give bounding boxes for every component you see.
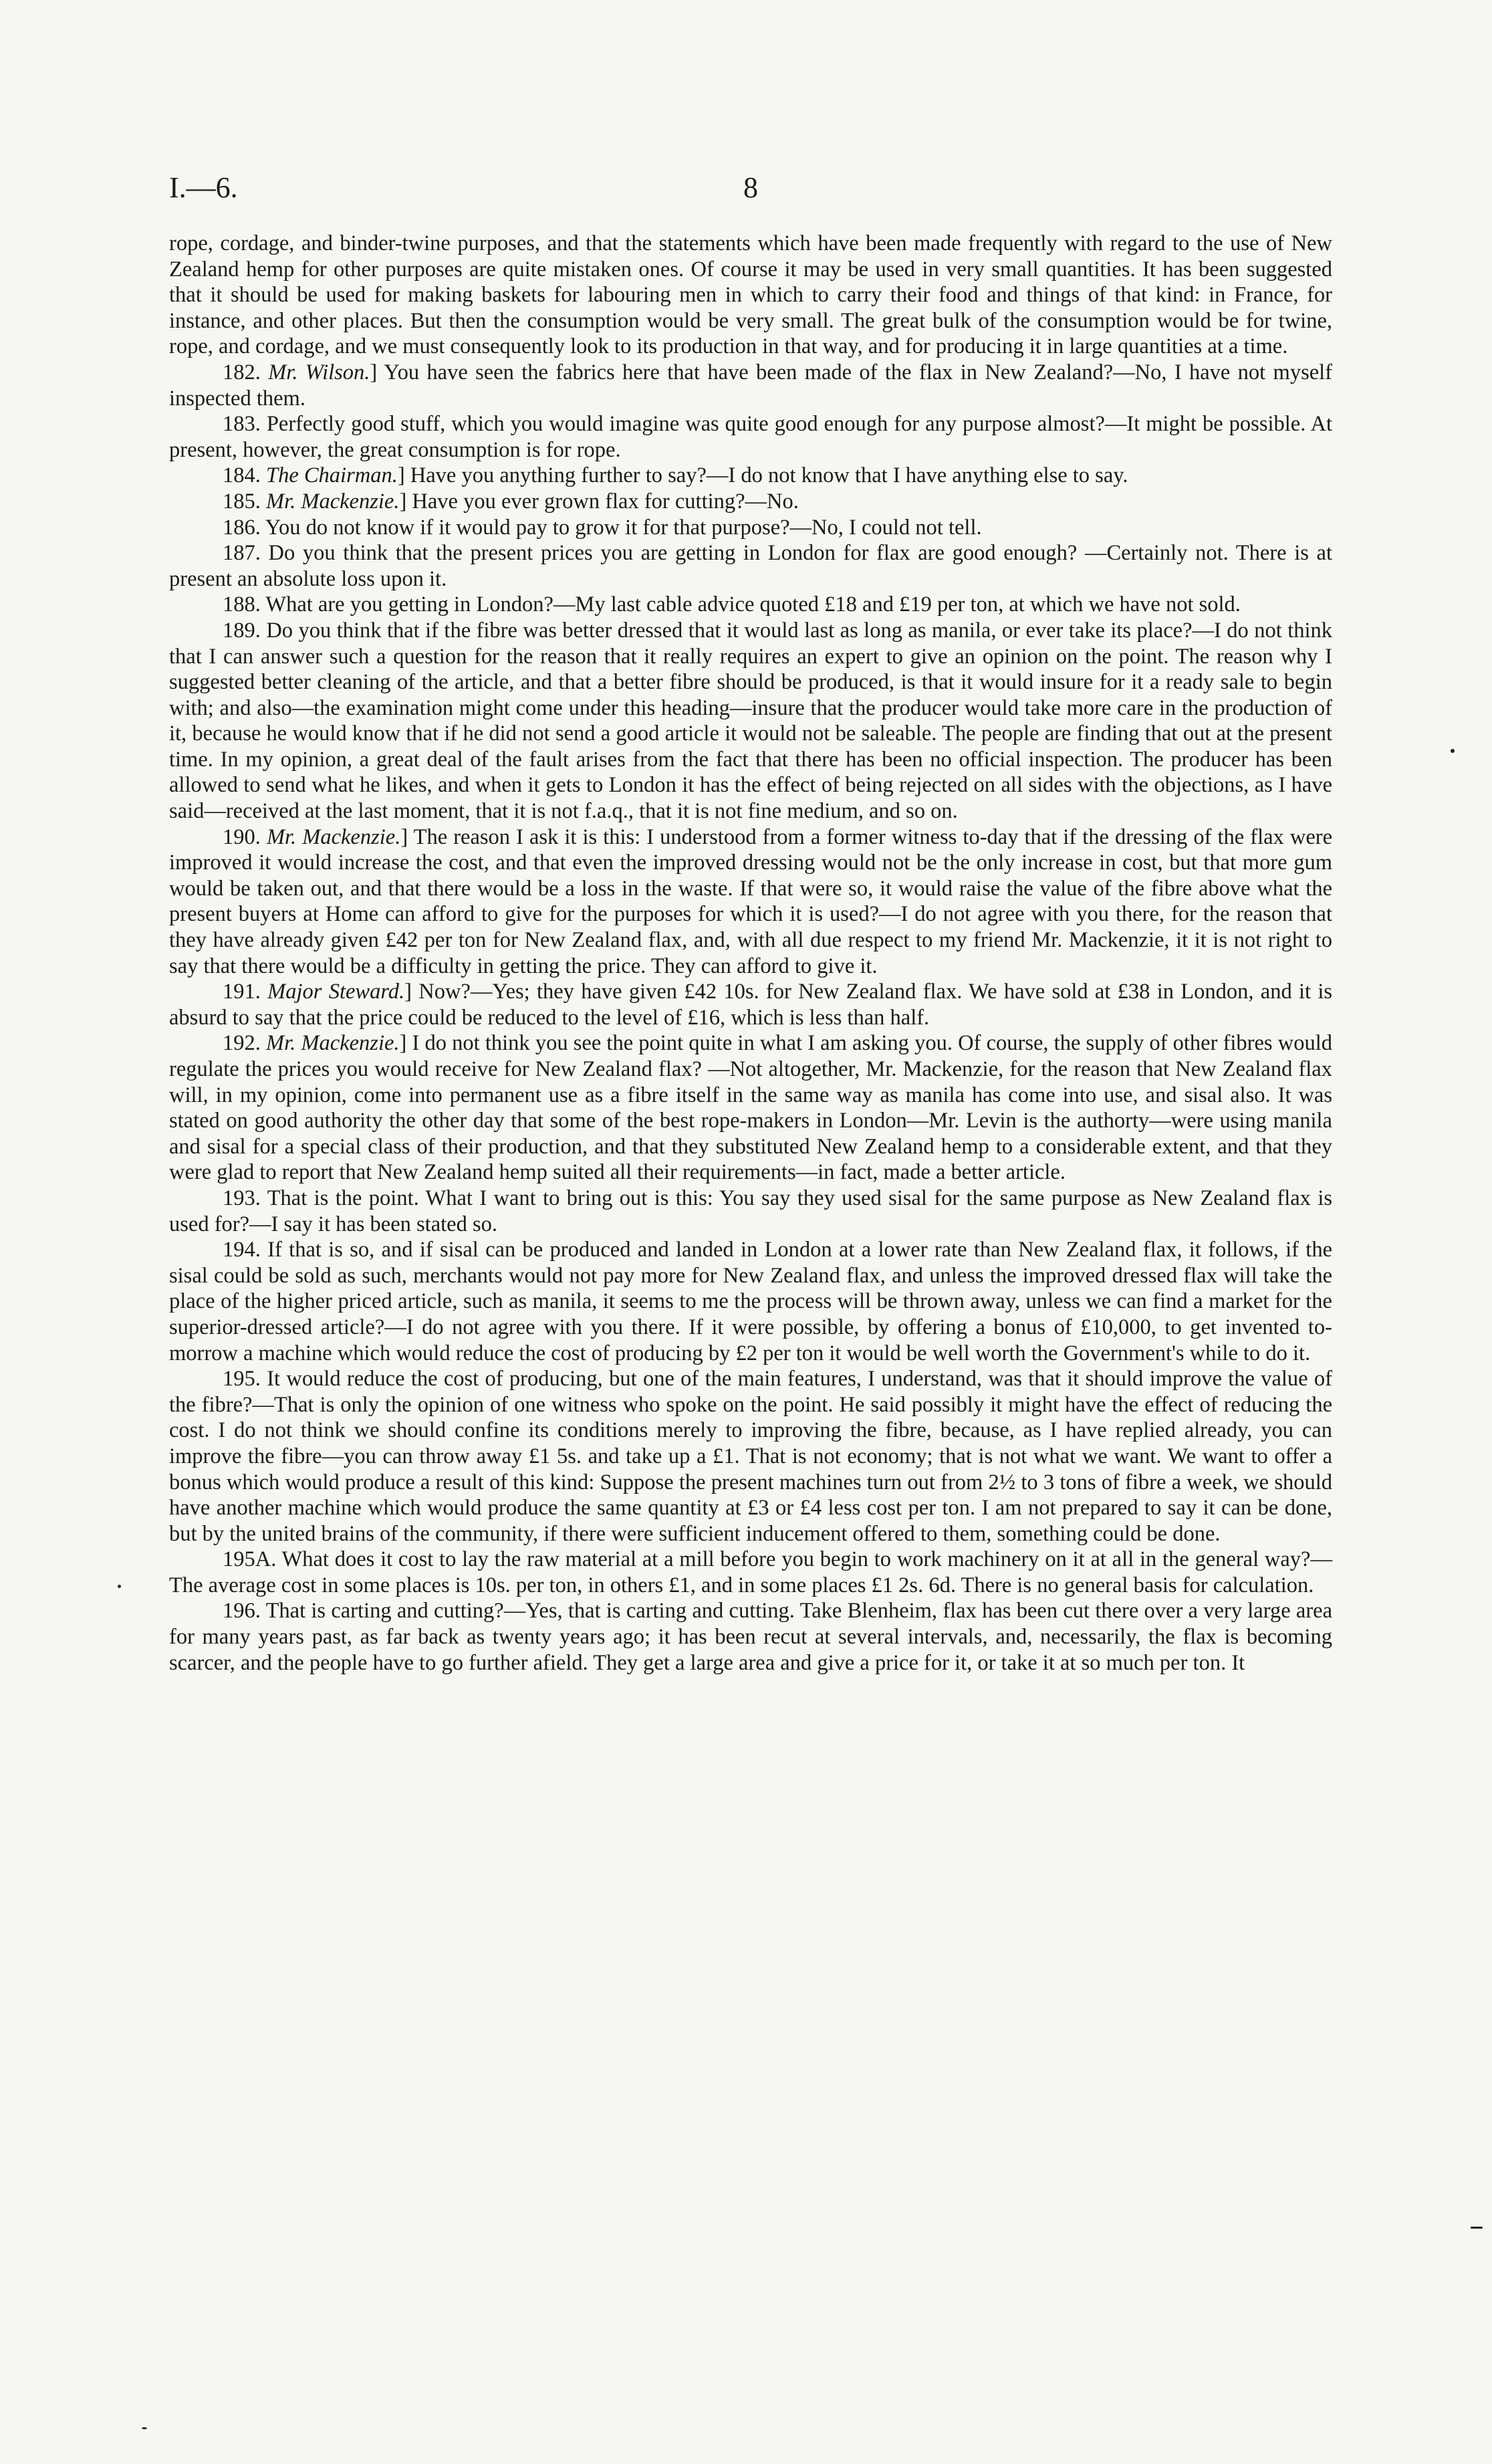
speaker-name: The Chairman.	[266, 463, 398, 488]
paragraph	[169, 1237, 1332, 1366]
paragraph-text: Do you think that the present prices you are getting in London for flax are good enough? —Certainly not. There is at present an absolute loss upon it.	[169, 541, 1332, 591]
paragraph	[169, 540, 1332, 592]
paragraph-text: Perfectly good stuff, which you would imagine was quite good enough for any purpose almost?—It might be possible. At present, however, the great consumption is for rope.	[169, 412, 1332, 462]
paragraph-text: ] Have you ever grown flax for cutting?—No.	[399, 489, 799, 514]
paragraph-text: That is the point. What I want to bring out is this: You say they used sisal for the same purpose as New Zealand flax is used for?—I say it has been stated so.	[169, 1186, 1332, 1236]
question-number: 182.	[223, 360, 269, 384]
paragraph-text: It would reduce the cost of producing, but one of the main features, I understand, was that it should improve the value of the fibre?—That is only the opinion of one witness who spoke on the point. He said possibly it might have the effect of reducing the cost. I do not think we should confine its conditions merely to improving the fibre, because, as I have replied already, you can improve the fibre—you can throw away £1 5s. and take up a £1. That is not economy; that is not what we want. We want to offer a bonus which would produce a result of this kind: Suppose the present machines turn out from 2½ to 3 tons of fibre a week, we should have another machine which would produce the same quantity at £3 or £4 less cost per ton. I am not prepared to say it can be done, but by the united brains of the community, if there were sufficient inducement offered to them, something could be done.	[169, 1367, 1332, 1546]
question-number: 195.	[223, 1367, 267, 1391]
paragraph-text: ] I do not think you see the point quite in what I am asking you. Of course, the supply of other fibres would regulate the prices you would receive for New Zealand flax? —Not altogether, Mr. Mackenzie, for the reason that New Zealand flax will, in my opinion, come into permanent use as a fibre itself in the same way as manila has come into use, and sisal also. It was stated on good authority the other day that some of the best rope-makers in London—Mr. Levin is the authorty—were using manila and sisal for a special class of their production, and that they substituted New Zealand hemp to a considerable extent, and that they were glad to report that New Zealand hemp suited all their requirements—in fact, made a better article.	[169, 1031, 1332, 1185]
paragraph-text: That is carting and cutting?—Yes, that is carting and cutting. Take Blenheim, flax has been cut there over a very large area for many years past, as far back as twenty years ago; it has been recut at several intervals, and, necessarily, the flax is becoming scarcer, and the people have to go further afield. They get a large area and give a price for it, or take it at so much per ton. It	[169, 1599, 1332, 1675]
paragraph-text: rope, cordage, and binder-twine purposes, and that the statements which have been made frequently with regard to the use of New Zealand hemp for other purposes are quite mistaken ones. Of course it may be used in very small quantities. It has been suggested that it should be used for making baskets for labouring men in which to carry their food and things of that kind: in France, for instance, and other places. But then the consumption would be very small. The great bulk of the consumption would be for twine, rope, and cordage, and we must consequently look to its production in that way, and for producing it in large quantities at a time.	[169, 231, 1332, 359]
paragraph	[169, 1186, 1332, 1237]
question-number: 190.	[223, 824, 267, 849]
question-number: 192.	[223, 1031, 267, 1056]
paragraph	[169, 360, 1332, 411]
speaker-name: Major Steward.	[267, 980, 405, 1004]
question-number: 191.	[223, 980, 268, 1004]
paragraph	[169, 1598, 1332, 1676]
paper-reference: I.—6.	[169, 171, 238, 204]
paragraph	[169, 824, 1332, 980]
scan-speck	[142, 2427, 147, 2429]
speaker-name: Mr. Mackenzie.	[266, 1031, 400, 1056]
paragraph-text: ] Have you anything further to say?—I do not know that I have anything else to say.	[397, 463, 1128, 488]
paragraph-text: If that is so, and if sisal can be produced and landed in London at a lower rate than New Zealand flax, it follows, if the sisal could be sold as such, merchants would not pay more for New Zealand flax, and unless the improved dressed flax will take the place of the higher priced article, such as manila, it seems to me the process will be thrown away, unless we can find a market for the superior-dressed article?—I do not agree with you there. If it were possible, by offering a bonus of £10,000, to get invented to-morrow a machine which would reduce the cost of producing by £2 per ton it would be well worth the Government's while to do it.	[169, 1238, 1332, 1365]
question-number: 188.	[223, 592, 266, 617]
scan-speck	[1451, 749, 1455, 753]
paragraph-text: ] The reason I ask it is this: I understood from a former witness to-day that if the dressing of the flax were improved it would increase the cost, and that even the improved dressing would not be the only increase in cost, but that more gum would be taken out, and that there would be a loss in the waste. If that were so, it would raise the value of the fibre above what the present buyers at Home can afford to give for the purposes for which it is used?—I do not agree with you there, for the reason that they have already given £42 per ton for New Zealand flax, and, with all due respect to my friend Mr. Mackenzie, it it is not right to say that there would be a difficulty in getting the price. They can afford to give it.	[169, 824, 1333, 978]
paragraph-text: ] You have seen the fabrics here that have been made of the flax in New Zealand?—No, I have not myself inspected them.	[169, 360, 1332, 411]
question-number: 193.	[223, 1186, 267, 1210]
paragraph-text: Do you think that if the fibre was better dressed that it would last as long as manila, or ever take its place?—I do not think that I can answer such a question for the reason that it really requires an expert to give an opinion on the point. The reason why I suggested better cleaning of the article, and that a better fibre should be produced, is that it would insure for it a ready sale to begin with; and also—the examination might come under this heading—insure that the producer would take more care in the production of it, because he would know that if he did not send a good article it would not be saleable. The people are finding that out at the present time. In my opinion, a great deal of the fault arises from the fact that there has been no official inspection. The producer has been allowed to send what he likes, and when it gets to London it has the effect of being rejected on all sides with the objections, as I have said—received at the last moment, that it is not f.a.q., that it is not fine medium, and so on.	[169, 618, 1332, 824]
page-header	[169, 171, 1332, 211]
paragraph	[169, 1366, 1332, 1547]
speaker-name: Mr. Mackenzie.	[266, 824, 401, 849]
document-body	[169, 231, 1332, 1676]
scan-speck	[1471, 2227, 1483, 2229]
speaker-name: Mr. Wilson.	[268, 360, 370, 384]
scan-speck	[118, 1585, 121, 1588]
question-number: 183.	[223, 412, 267, 437]
paragraph	[169, 231, 1332, 360]
paragraph	[169, 618, 1332, 824]
paragraph	[169, 411, 1332, 463]
question-number: 186.	[223, 515, 265, 540]
question-number: 189.	[223, 618, 267, 643]
paragraph-text: ] Now?—Yes; they have given £42 10s. for New Zealand flax. We have sold at £38 in London, and it is absurd to say that the price could be reduced to the level of £16, which is less than half.	[169, 980, 1333, 1030]
paragraph	[169, 979, 1332, 1030]
question-number: 195A.	[223, 1547, 282, 1572]
question-number: 184.	[223, 463, 266, 488]
paragraph	[169, 515, 1332, 541]
question-number: 196.	[223, 1599, 266, 1623]
paragraph	[169, 1030, 1332, 1186]
paragraph	[169, 489, 1332, 515]
question-number: 185.	[223, 489, 266, 514]
page-number: 8	[743, 171, 758, 204]
paragraph-text: You do not know if it would pay to grow it for that purpose?—No, I could not tell.	[265, 515, 982, 540]
paragraph	[169, 1547, 1332, 1598]
question-number: 194.	[223, 1238, 268, 1262]
speaker-name: Mr. Mackenzie.	[266, 489, 400, 514]
paragraph	[169, 463, 1332, 489]
paragraph-text: What are you getting in London?—My last cable advice quoted £18 and £19 per ton, at which we have not sold.	[265, 592, 1241, 617]
paragraph-text: What does it cost to lay the raw material at a mill before you begin to work machinery on it at all in the general way?—The average cost in some places is 10s. per ton, in others £1, and in some places £1 2s. 6d. There is no general basis for calculation.	[169, 1547, 1332, 1597]
question-number: 187.	[223, 541, 269, 566]
paragraph	[169, 592, 1332, 618]
